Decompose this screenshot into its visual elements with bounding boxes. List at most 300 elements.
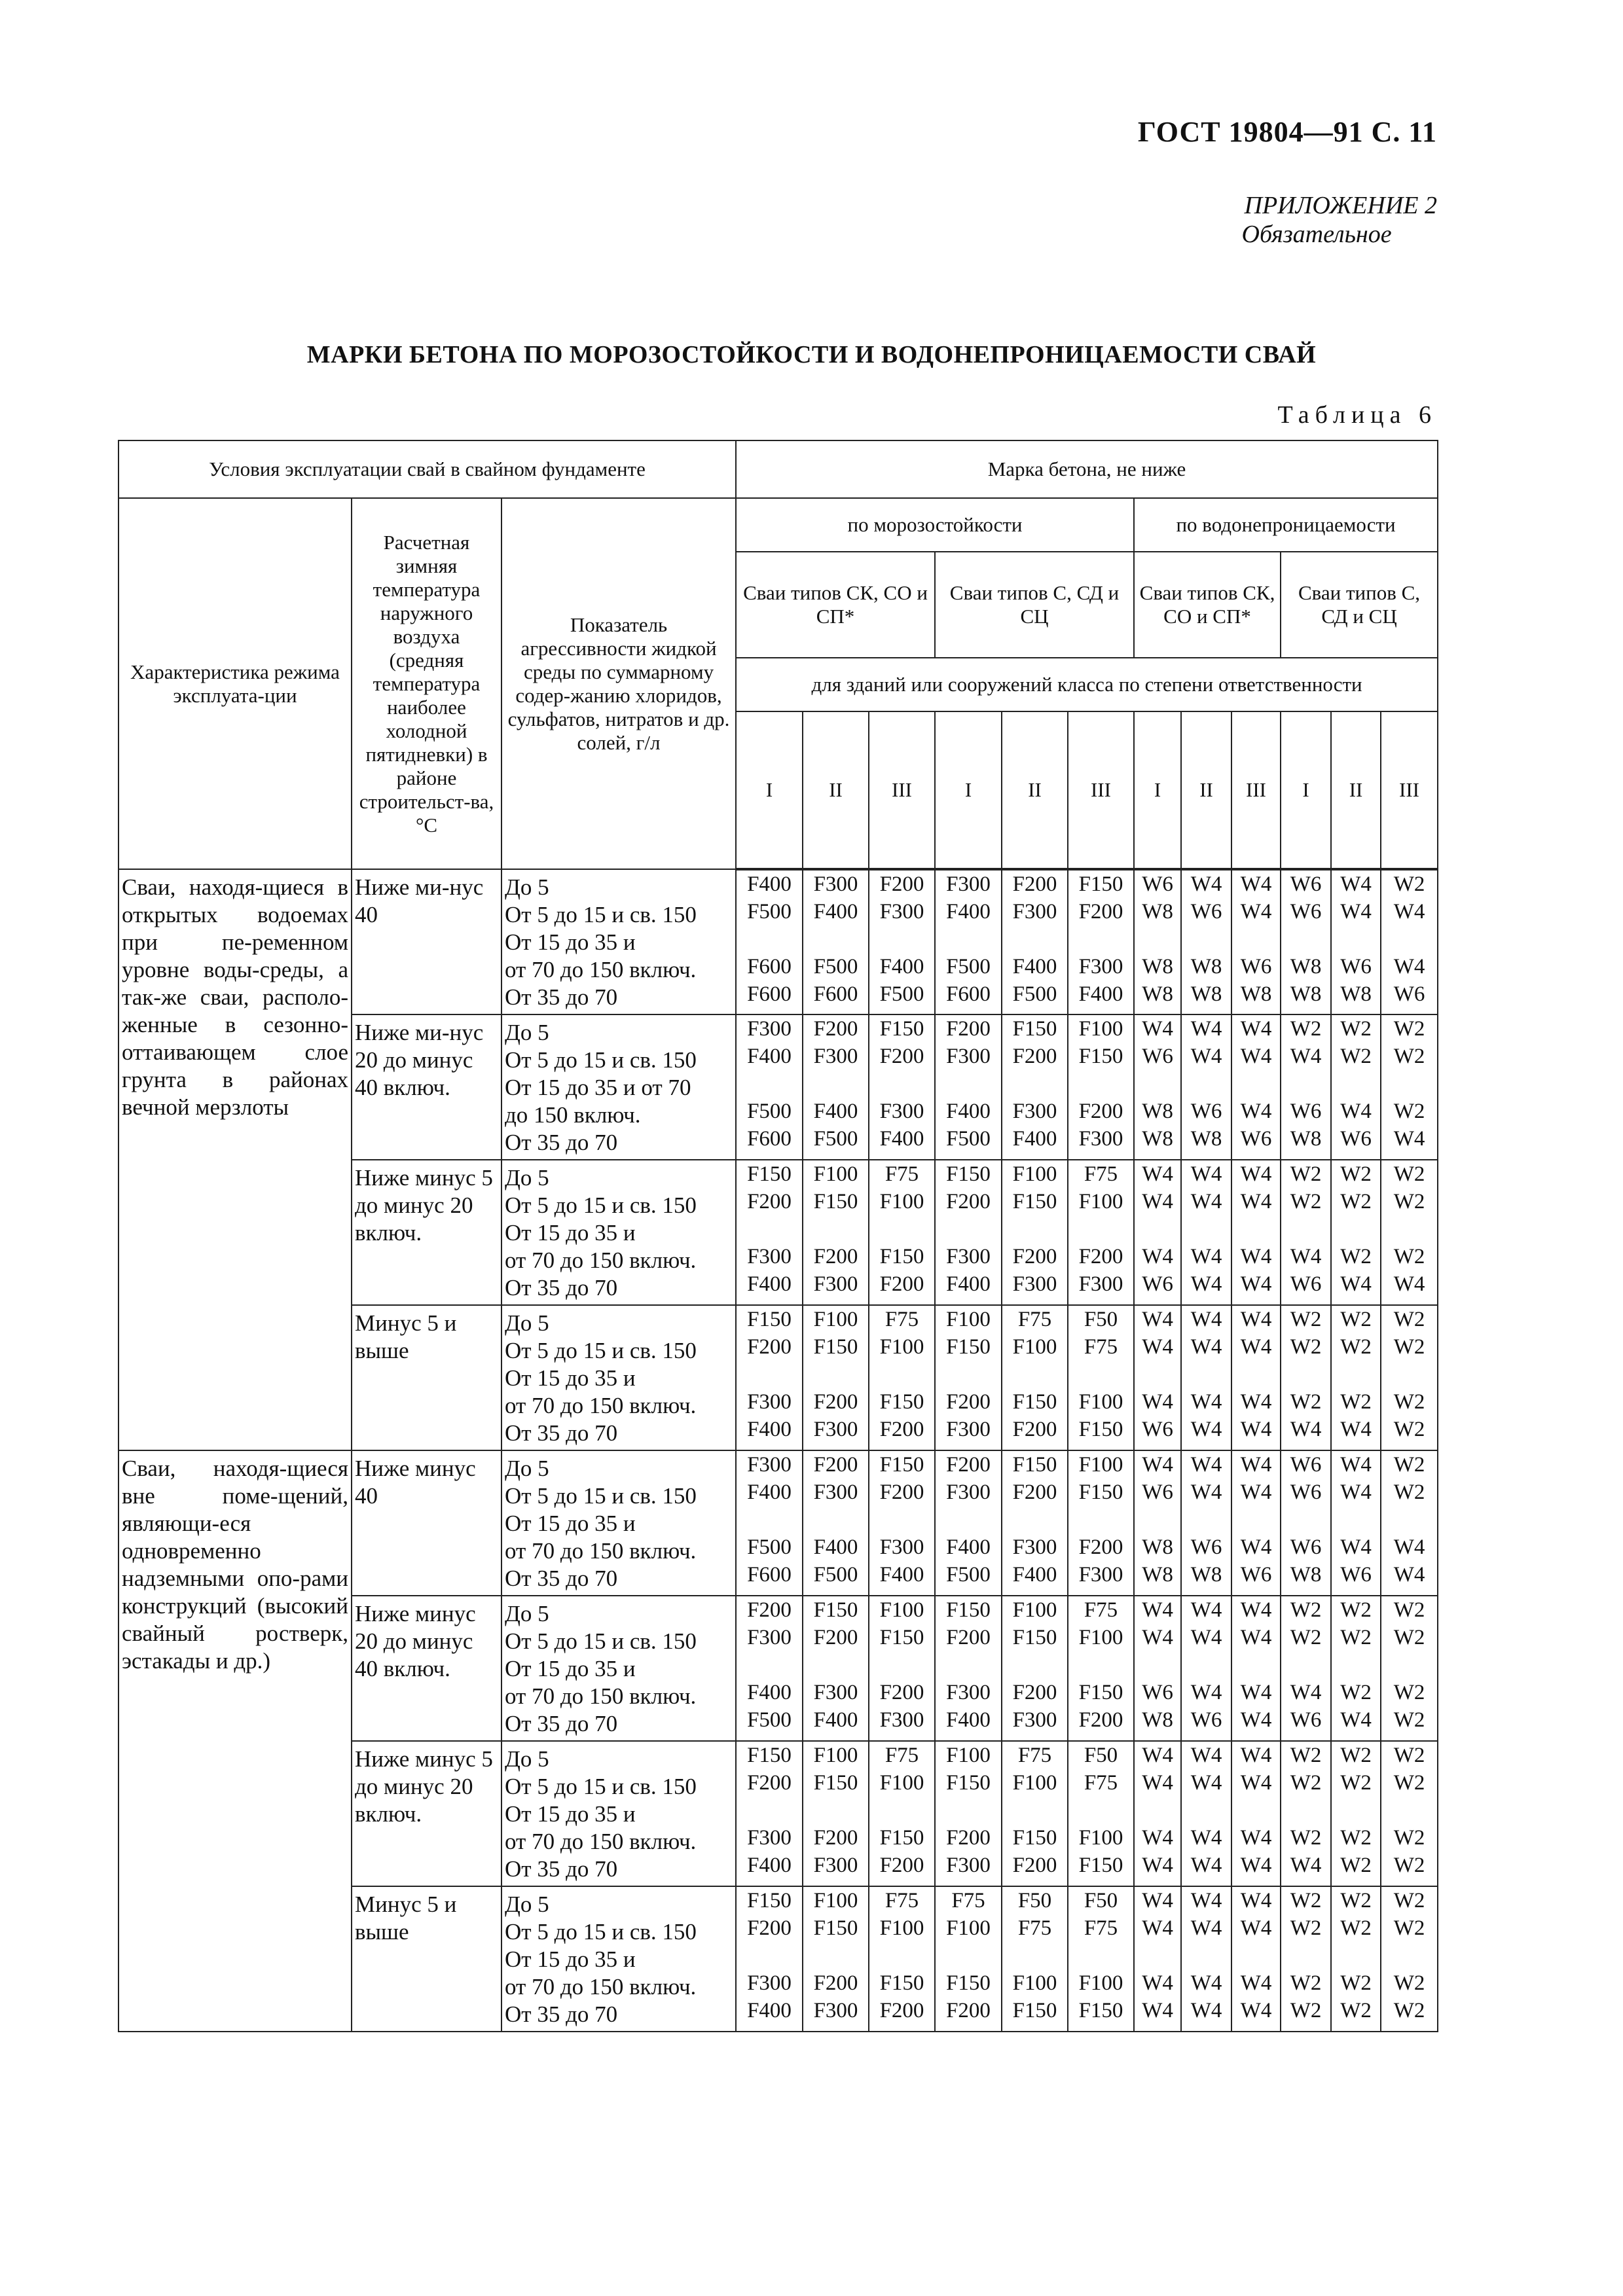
aggressiveness-cell [501, 1741, 736, 1886]
grade-value: F200 [813, 1971, 858, 1995]
grade-value: W2 [1290, 1744, 1322, 1767]
grade-value: W4 [1240, 1916, 1272, 1940]
grade-value: W4 [1240, 1889, 1272, 1912]
grade-value: F150 [1012, 1453, 1057, 1477]
grade-value: W2 [1340, 1598, 1372, 1622]
grade-value: F600 [813, 982, 858, 1006]
grade-value: W4 [1240, 1162, 1272, 1186]
responsibility-class-header: для зданий или сооружений класса по степени ответственности [736, 658, 1438, 711]
grade-value: W8 [1290, 955, 1322, 978]
grade-value: F100 [946, 1916, 991, 1940]
class-header-cell: II [1181, 711, 1231, 869]
grade-value: W4 [1142, 1744, 1173, 1767]
grade-value: W6 [1190, 1100, 1222, 1123]
grade-value: F100 [879, 1916, 924, 1940]
class-header-cell: III [1381, 711, 1438, 869]
grade-value: W2 [1393, 1826, 1425, 1850]
grade-value: F200 [879, 1045, 924, 1068]
grade-cell [1381, 1014, 1438, 1160]
grade-value: F150 [879, 1453, 924, 1477]
aggressiveness-cell [501, 1450, 736, 1596]
grade-value: F100 [1078, 1826, 1123, 1850]
grade-value: W2 [1290, 1826, 1322, 1850]
grade-value: W2 [1393, 1390, 1425, 1414]
grade-value: F300 [747, 1971, 792, 1995]
grade-value: W2 [1393, 1335, 1425, 1359]
grade-value: F75 [1084, 1771, 1118, 1795]
grade-value: F400 [946, 1100, 991, 1123]
aggressiveness-line: От 5 до 15 и св. 150 [505, 1483, 697, 1509]
class-header-cell: III [1068, 711, 1134, 869]
aggressiveness-line: От 35 до 70 [505, 1275, 618, 1300]
aggressiveness-line: От 15 до 35 и [505, 1220, 636, 1246]
temperature-cell: Ниже минус 5 до минус 20 включ. [352, 1160, 501, 1305]
grade-value: W4 [1190, 1308, 1222, 1331]
grade-value: F150 [879, 1017, 924, 1041]
aggressiveness-line: От 5 до 15 и св. 150 [505, 1774, 697, 1799]
grade-value: F200 [813, 1017, 858, 1041]
class-header-cell: III [1231, 711, 1281, 869]
grade-value: W2 [1290, 1999, 1322, 2022]
grade-value: F200 [1078, 1100, 1123, 1123]
grade-cell [1134, 1014, 1181, 1160]
grade-value: F200 [1012, 1480, 1057, 1504]
grade-value: F150 [747, 1308, 792, 1331]
class-header-cell: I [935, 711, 1002, 869]
grade-cell [736, 869, 803, 1014]
grade-value: F300 [1012, 1272, 1057, 1296]
grade-value: W4 [1393, 1272, 1425, 1296]
grade-value: W2 [1393, 1744, 1425, 1767]
class-header-cell: I [1134, 711, 1181, 869]
grade-value: F300 [813, 1681, 858, 1704]
grade-value: W4 [1240, 1681, 1272, 1704]
grade-value: F500 [813, 1127, 858, 1151]
aggressiveness-line: От 5 до 15 и св. 150 [505, 1338, 697, 1363]
grade-cell [1381, 869, 1438, 1014]
appendix-number: ПРИЛОЖЕНИЕ 2 [1244, 192, 1437, 219]
grade-cell [1231, 1014, 1281, 1160]
grade-value: F500 [946, 1563, 991, 1587]
grade-value: F400 [1078, 982, 1123, 1006]
grade-value: F200 [813, 1626, 858, 1649]
grade-value: F300 [813, 1480, 858, 1504]
grade-value: W4 [1190, 1017, 1222, 1041]
grade-cell [869, 1160, 935, 1305]
aggressiveness-line: От 15 до 35 и [505, 1946, 636, 1972]
grade-cell [1231, 1596, 1281, 1741]
aggressiveness-line: От 15 до 35 и от 70 [505, 1075, 691, 1100]
grade-value: W8 [1142, 1100, 1173, 1123]
grade-value: W4 [1240, 1245, 1272, 1268]
grade-value: W8 [1190, 955, 1222, 978]
grade-value: F150 [946, 1162, 991, 1186]
grade-value: W4 [1240, 1826, 1272, 1850]
grade-value: F400 [813, 1535, 858, 1559]
grade-value: W4 [1190, 1162, 1222, 1186]
grade-value: F75 [1017, 1308, 1052, 1331]
grade-value: F300 [813, 872, 858, 896]
grade-value: F200 [946, 1190, 991, 1213]
grade-value: W8 [1142, 982, 1173, 1006]
grade-value: F400 [879, 955, 924, 978]
grade-value: F150 [1078, 1418, 1123, 1441]
appendix-heading [1241, 191, 1437, 249]
grade-value: W2 [1340, 1826, 1372, 1850]
grade-value: W6 [1240, 1127, 1272, 1151]
grade-value: W8 [1340, 982, 1372, 1006]
frost-s-types-header: Сваи типов С, СД и СЦ [935, 552, 1134, 658]
grade-cell [869, 1014, 935, 1160]
grade-value: F100 [1012, 1162, 1057, 1186]
grade-value: F400 [879, 1127, 924, 1151]
grade-value: W4 [1190, 1826, 1222, 1850]
grade-value: W2 [1340, 1916, 1372, 1940]
grade-value: W2 [1393, 1626, 1425, 1649]
grade-value: F150 [1078, 872, 1123, 896]
grade-value: F100 [1012, 1971, 1057, 1995]
grade-value: W2 [1393, 1854, 1425, 1877]
aggressiveness-line: От 35 до 70 [505, 984, 618, 1010]
grade-value: F300 [1078, 1272, 1123, 1296]
concrete-grade-table [118, 440, 1438, 2032]
grade-value: W6 [1142, 1480, 1173, 1504]
grade-value: F50 [1084, 1744, 1118, 1767]
grade-value: F300 [946, 1045, 991, 1068]
grade-value: F300 [946, 1245, 991, 1268]
grade-cell [1281, 1014, 1331, 1160]
grade-cell [1331, 1305, 1381, 1450]
grade-value: F300 [813, 1045, 858, 1068]
aggressiveness-line: От 5 до 15 и св. 150 [505, 1919, 697, 1945]
grade-value: F200 [1078, 1245, 1123, 1268]
aggressiveness-line: От 5 до 15 и св. 150 [505, 902, 697, 927]
grade-value: W4 [1290, 1681, 1322, 1704]
grade-value: F300 [1078, 955, 1123, 978]
grade-value: W6 [1290, 1708, 1322, 1732]
grade-value: F200 [813, 1826, 858, 1850]
grade-value: F150 [879, 1390, 924, 1414]
document-reference: ГОСТ 19804—91 С. 11 [1137, 116, 1437, 148]
grade-value: W4 [1190, 1045, 1222, 1068]
grade-value: W4 [1190, 1390, 1222, 1414]
grade-value: F300 [946, 1681, 991, 1704]
grade-value: F200 [1012, 1681, 1057, 1704]
grade-value: F200 [813, 1453, 858, 1477]
grade-value: F200 [1012, 1418, 1057, 1441]
mode-header: Характеристика режима эксплуата-ции [119, 498, 352, 869]
grade-value: W2 [1393, 1453, 1425, 1477]
grade-cell [803, 1160, 869, 1305]
aggressiveness-cell [501, 1160, 736, 1305]
grade-value: F300 [879, 900, 924, 924]
aggressiveness-line: от 70 до 150 включ. [505, 1683, 697, 1709]
grade-cell [869, 1596, 935, 1741]
grade-value: W4 [1393, 955, 1425, 978]
grade-value: W4 [1142, 1854, 1173, 1877]
grade-value: W4 [1240, 1045, 1272, 1068]
grade-value: W4 [1190, 1272, 1222, 1296]
grade-cell [803, 1014, 869, 1160]
grade-value: W2 [1393, 1708, 1425, 1732]
grade-value: F400 [747, 1480, 792, 1504]
grade-value: F200 [879, 1999, 924, 2022]
grade-value: F400 [813, 900, 858, 924]
grade-value: W4 [1142, 1308, 1173, 1331]
grade-cell [869, 1450, 935, 1596]
aggressiveness-line: До 5 [505, 874, 549, 900]
grade-value: W4 [1190, 1744, 1222, 1767]
grade-value: W4 [1340, 1535, 1372, 1559]
grade-cell [1002, 1886, 1068, 2032]
grade-value: W2 [1393, 1017, 1425, 1041]
grade-value: W4 [1340, 1100, 1372, 1123]
grade-value: F400 [946, 1272, 991, 1296]
grade-value: W6 [1340, 955, 1372, 978]
grade-value: F150 [747, 1744, 792, 1767]
grade-value: F100 [1078, 1971, 1123, 1995]
grade-value: W8 [1190, 982, 1222, 1006]
grade-value: W4 [1240, 1390, 1272, 1414]
grade-value: W2 [1290, 1308, 1322, 1331]
grade-cell [869, 1886, 935, 2032]
grade-value: W4 [1190, 1971, 1222, 1995]
table-label: Таблица 6 [1277, 401, 1437, 429]
grade-value: F500 [813, 1563, 858, 1587]
operating-mode-cell: Сваи, находя-щиеся вне поме-щений, являющи-еся одновременно надземными опо-рами конструкций (высокий свайный ростверк, эстакады и др.) [119, 1450, 352, 2032]
grade-value: W4 [1190, 1681, 1222, 1704]
grade-value: F300 [747, 1245, 792, 1268]
grade-value: F400 [813, 1100, 858, 1123]
grade-value: F200 [1012, 872, 1057, 896]
grade-cell [1181, 869, 1231, 1014]
grade-value: F200 [946, 1390, 991, 1414]
aggressiveness-line: От 15 до 35 и [505, 1656, 636, 1681]
grade-value: W4 [1142, 1335, 1173, 1359]
grade-value: W2 [1340, 1162, 1372, 1186]
grade-value: W2 [1393, 1480, 1425, 1504]
grade-cell [1181, 1450, 1231, 1596]
grade-value: F400 [1012, 1563, 1057, 1587]
grade-value: W6 [1290, 1100, 1322, 1123]
grade-value: W4 [1240, 1453, 1272, 1477]
grade-value: W2 [1393, 1308, 1425, 1331]
grade-cell [1231, 869, 1281, 1014]
grade-cell [736, 1741, 803, 1886]
aggressiveness-line: От 5 до 15 и св. 150 [505, 1628, 697, 1654]
grade-value: F400 [946, 1708, 991, 1732]
grade-value: F300 [747, 1453, 792, 1477]
grade-value: F150 [813, 1916, 858, 1940]
grade-value: F150 [747, 1889, 792, 1912]
water-s-types-header: Сваи типов С, СД и СЦ [1281, 552, 1438, 658]
grade-value: F150 [879, 1626, 924, 1649]
appendix-status: Обязательное [1241, 221, 1392, 248]
grade-cell [869, 1741, 935, 1886]
grade-cell [1381, 1305, 1438, 1450]
grade-value: W8 [1290, 1127, 1322, 1151]
grade-value: F150 [1012, 1626, 1057, 1649]
grade-value: F400 [747, 872, 792, 896]
grade-value: W4 [1240, 1308, 1272, 1331]
grade-value: W8 [1290, 982, 1322, 1006]
grade-cell [736, 1160, 803, 1305]
grade-cell [1181, 1741, 1231, 1886]
grade-value: F100 [813, 1744, 858, 1767]
grade-value: F500 [946, 1127, 991, 1151]
grade-cell [1068, 1014, 1134, 1160]
temperature-cell: Ниже ми-нус 40 [352, 869, 501, 1014]
grade-value: W4 [1340, 1418, 1372, 1441]
grade-cell [1134, 1160, 1181, 1305]
grade-value: W2 [1393, 1100, 1425, 1123]
water-resistance-header: по водонепроницаемости [1134, 498, 1438, 552]
grade-value: W8 [1190, 1563, 1222, 1587]
grade-value: W4 [1142, 1017, 1173, 1041]
grade-value: F500 [813, 955, 858, 978]
grade-value: F300 [946, 1854, 991, 1877]
grade-value: F150 [1078, 1480, 1123, 1504]
grade-value: F400 [747, 1681, 792, 1704]
grade-value: F400 [747, 1999, 792, 2022]
grade-value: F75 [884, 1744, 919, 1767]
aggressiveness-cell [501, 1305, 736, 1450]
grade-value: W8 [1142, 1127, 1173, 1151]
frost-sk-types-header: Сваи типов СК, СО и СП* [736, 552, 935, 658]
operating-mode-cell: Сваи, находя-щиеся в открытых водоемах при пе-ременном уровне воды-среды, а так-же сваи, располо-женные в сезонно-оттаивающем слое грунта в районах вечной мерзлоты [119, 869, 352, 1450]
grade-value: W2 [1393, 1418, 1425, 1441]
grade-value: W2 [1340, 1017, 1372, 1041]
grade-value: W2 [1393, 1598, 1425, 1622]
grade-value: F150 [879, 1826, 924, 1850]
grade-cell [1181, 1596, 1231, 1741]
grade-value: W2 [1290, 1390, 1322, 1414]
grade-value: W4 [1240, 1335, 1272, 1359]
grade-value: W4 [1190, 1245, 1222, 1268]
grade-cell [1134, 1886, 1181, 2032]
temperature-cell: Минус 5 и выше [352, 1305, 501, 1450]
grade-value: W6 [1190, 900, 1222, 924]
aggressiveness-cell [501, 869, 736, 1014]
temperature-cell: Ниже минус 20 до минус 40 включ. [352, 1596, 501, 1741]
grade-cell [1134, 869, 1181, 1014]
grade-cell [1231, 1305, 1281, 1450]
grade-value: W2 [1393, 1999, 1425, 2022]
grade-value: W8 [1142, 1535, 1173, 1559]
grade-value: W4 [1240, 1100, 1272, 1123]
grade-value: W2 [1340, 1999, 1372, 2022]
grade-value: F300 [1078, 1563, 1123, 1587]
grade-value: W2 [1393, 872, 1425, 896]
grade-value: W4 [1240, 1480, 1272, 1504]
grade-value: F150 [1078, 1854, 1123, 1877]
grade-cell [1281, 1160, 1331, 1305]
temperature-cell: Минус 5 и выше [352, 1886, 501, 2032]
grade-value: W6 [1142, 1681, 1173, 1704]
grade-cell [736, 1450, 803, 1596]
grade-value: W6 [1340, 1563, 1372, 1587]
grade-value: F200 [946, 1626, 991, 1649]
grade-value: W2 [1290, 1017, 1322, 1041]
temperature-cell: Ниже минус 40 [352, 1450, 501, 1596]
grade-cell [1068, 1160, 1134, 1305]
grade-value: W2 [1290, 1335, 1322, 1359]
aggressiveness-cell [501, 1014, 736, 1160]
grade-value: W6 [1142, 1272, 1173, 1296]
class-header-cell: II [1002, 711, 1068, 869]
grade-value: W4 [1340, 1453, 1372, 1477]
grade-value: F150 [1078, 1681, 1123, 1704]
grade-value: W4 [1142, 1916, 1173, 1940]
grade-value: F200 [1012, 1245, 1057, 1268]
aggressiveness-line: от 70 до 150 включ. [505, 1538, 697, 1564]
grade-cell [1181, 1886, 1231, 2032]
grade-value: F600 [747, 955, 792, 978]
grade-value: W2 [1340, 1889, 1372, 1912]
grade-value: W4 [1190, 1598, 1222, 1622]
grade-value: W4 [1190, 1626, 1222, 1649]
grade-value: F600 [747, 982, 792, 1006]
temperature-cell: Ниже минус 5 до минус 20 включ. [352, 1741, 501, 1886]
grade-cell [1068, 1886, 1134, 2032]
grade-value: F150 [1012, 1390, 1057, 1414]
grade-value: W4 [1142, 1245, 1173, 1268]
grade-value: F300 [1078, 1127, 1123, 1151]
class-header-cell: III [869, 711, 935, 869]
grade-cell [935, 869, 1002, 1014]
grade-value: F400 [946, 1535, 991, 1559]
grade-cell [1002, 1160, 1068, 1305]
grade-cell [803, 1450, 869, 1596]
aggressiveness-line: От 5 до 15 и св. 150 [505, 1047, 697, 1073]
grade-value: W4 [1340, 1272, 1372, 1296]
grade-value: F100 [879, 1771, 924, 1795]
aggressiveness-line: от 70 до 150 включ. [505, 957, 697, 982]
grade-value: F100 [1012, 1771, 1057, 1795]
grade-value: W6 [1142, 872, 1173, 896]
grade-value: W2 [1393, 1190, 1425, 1213]
grade-value: W8 [1142, 955, 1173, 978]
grade-value: W2 [1290, 1190, 1322, 1213]
grade-value: F200 [879, 1272, 924, 1296]
grade-value: F200 [1078, 1708, 1123, 1732]
grade-value: W6 [1340, 1127, 1372, 1151]
grade-value: W8 [1142, 900, 1173, 924]
grade-value: W4 [1240, 1598, 1272, 1622]
table-row [119, 1450, 1438, 1596]
grade-cell [1381, 1741, 1438, 1886]
grade-value: W8 [1142, 1708, 1173, 1732]
grade-value: W2 [1340, 1245, 1372, 1268]
grade-value: F150 [879, 1971, 924, 1995]
grade-value: W8 [1240, 982, 1272, 1006]
grade-cell [935, 1741, 1002, 1886]
grade-value: W4 [1240, 1771, 1272, 1795]
grade-value: F500 [747, 1100, 792, 1123]
aggressiveness-header: Показатель агрессивности жидкой среды по суммарному содер-жанию хлоридов, сульфатов, нитратов и др. солей, г/л [501, 498, 736, 869]
grade-value: W4 [1240, 1854, 1272, 1877]
grade-value: W4 [1340, 900, 1372, 924]
grade-value: W2 [1393, 1245, 1425, 1268]
grade-value: W4 [1190, 1480, 1222, 1504]
grade-value: W2 [1290, 1971, 1322, 1995]
grade-value: F100 [1012, 1335, 1057, 1359]
grade-value: F300 [813, 1854, 858, 1877]
grade-value: F75 [1017, 1744, 1052, 1767]
aggressiveness-line: от 70 до 150 включ. [505, 1393, 697, 1418]
grade-value: W6 [1240, 955, 1272, 978]
grade-cell [1002, 869, 1068, 1014]
